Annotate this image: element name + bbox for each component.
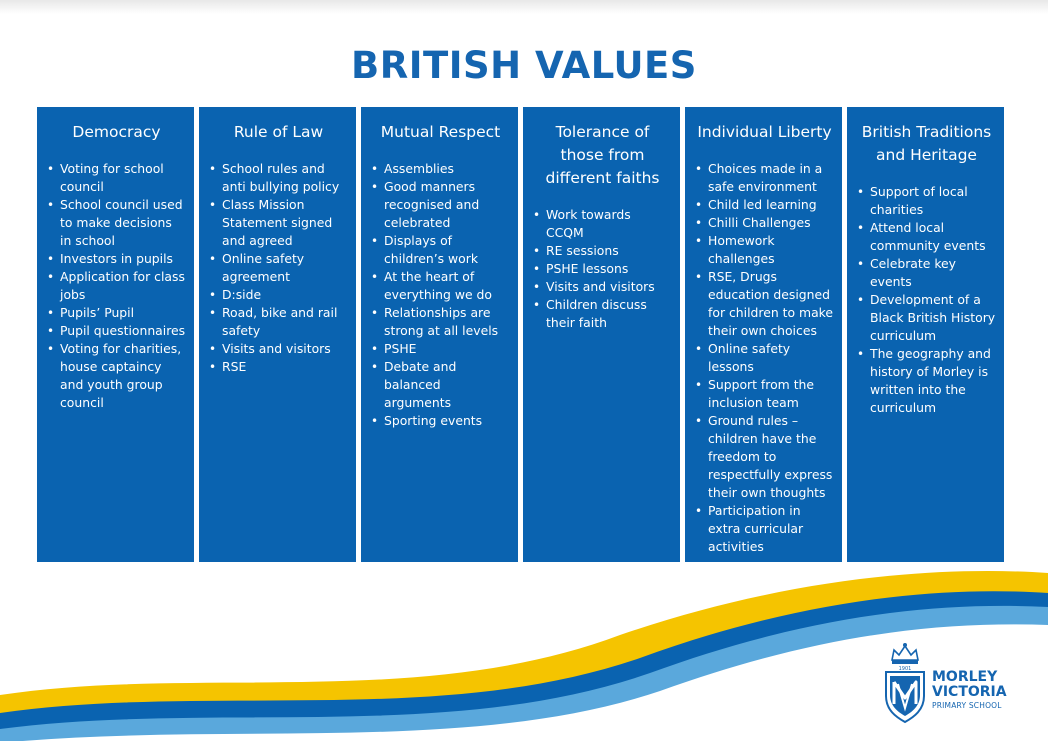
list-item: • Visits and visitors	[209, 340, 348, 358]
page-title: BRITISH VALUES	[351, 44, 697, 87]
list-item: • Voting for school council	[47, 160, 186, 196]
column-mutual-respect	[361, 107, 518, 562]
logo-line-3: PRIMARY SCHOOL	[932, 701, 1002, 710]
list-item: • Pupils’ Pupil	[47, 304, 186, 322]
column-heading: Individual Liberty	[697, 123, 832, 141]
list-item: • Work towards CCQM	[533, 206, 672, 242]
column-list	[857, 183, 996, 417]
list-item: • RSE, Drugs education designed for children to make their own choices	[695, 268, 834, 340]
list-item: • Celebrate key events	[857, 255, 996, 291]
list-item: • Class Mission Statement signed and agreed	[209, 196, 348, 250]
list-item: • Ground rules – children have the freedom to respectfully express their own thoughts	[695, 412, 834, 502]
list-item: • RE sessions	[533, 242, 672, 260]
logo-wordmark	[932, 670, 1007, 711]
shield-year: 1901	[898, 666, 912, 672]
column-heading: British Traditions and Heritage	[861, 123, 992, 164]
list-item: • Road, bike and rail safety	[209, 304, 348, 340]
list-item: • D:side	[209, 286, 348, 304]
list-item: • Displays of children’s work	[371, 232, 510, 268]
column-heading: Rule of Law	[233, 123, 324, 141]
column-list	[209, 160, 348, 376]
list-item: • Support of local charities	[857, 183, 996, 219]
column-democracy	[37, 107, 194, 562]
list-item: • RSE	[209, 358, 348, 376]
column-british-traditions	[847, 107, 1004, 562]
logo-line-1: MORLEY	[932, 669, 998, 685]
list-item: • Attend local community events	[857, 219, 996, 255]
list-item: • Voting for charities, house captaincy and youth group council	[47, 340, 186, 412]
list-item: • Development of a Black British History curriculum	[857, 291, 996, 345]
list-item: • Chilli Challenges	[695, 214, 834, 232]
values-columns	[37, 107, 1004, 562]
column-heading: Tolerance of those from different faiths	[545, 123, 660, 187]
column-list	[47, 160, 186, 412]
list-item: • Assemblies	[371, 160, 510, 178]
column-list	[371, 160, 510, 430]
list-item: • PSHE lessons	[533, 260, 672, 278]
column-list	[533, 206, 672, 332]
list-item: • Application for class jobs	[47, 268, 186, 304]
list-item: • Homework challenges	[695, 232, 834, 268]
list-item: • Relationships are strong at all levels	[371, 304, 510, 340]
column-tolerance	[523, 107, 680, 562]
list-item: • Online safety lessons	[695, 340, 834, 376]
column-rule-of-law	[199, 107, 356, 562]
column-individual-liberty	[685, 107, 842, 562]
list-item: • Good manners recognised and celebrated	[371, 178, 510, 232]
list-item: • Choices made in a safe environment	[695, 160, 834, 196]
list-item: • At the heart of everything we do	[371, 268, 510, 304]
list-item: • School council used to make decisions in school	[47, 196, 186, 250]
list-item: • PSHE	[371, 340, 510, 358]
column-heading: Mutual Respect	[380, 123, 501, 141]
school-logo	[882, 640, 1022, 724]
list-item: • Debate and balanced arguments	[371, 358, 510, 412]
list-item: • Participation in extra curricular activities	[695, 502, 834, 556]
logo-line-2: VICTORIA	[932, 684, 1007, 700]
crowned-shield-icon	[882, 640, 928, 724]
list-item: • School rules and anti bullying policy	[209, 160, 348, 196]
list-item: • Child led learning	[695, 196, 834, 214]
list-item: • Investors in pupils	[47, 250, 186, 268]
column-list	[695, 160, 834, 556]
list-item: • Sporting events	[371, 412, 510, 430]
list-item: • The geography and history of Morley is written into the curriculum	[857, 345, 996, 417]
list-item: • Online safety agreement	[209, 250, 348, 286]
list-item: • Support from the inclusion team	[695, 376, 834, 412]
list-item: • Pupil questionnaires	[47, 322, 186, 340]
list-item: • Visits and visitors	[533, 278, 672, 296]
top-shade	[0, 0, 1048, 14]
list-item: • Children discuss their faith	[533, 296, 672, 332]
column-heading: Democracy	[72, 123, 161, 141]
